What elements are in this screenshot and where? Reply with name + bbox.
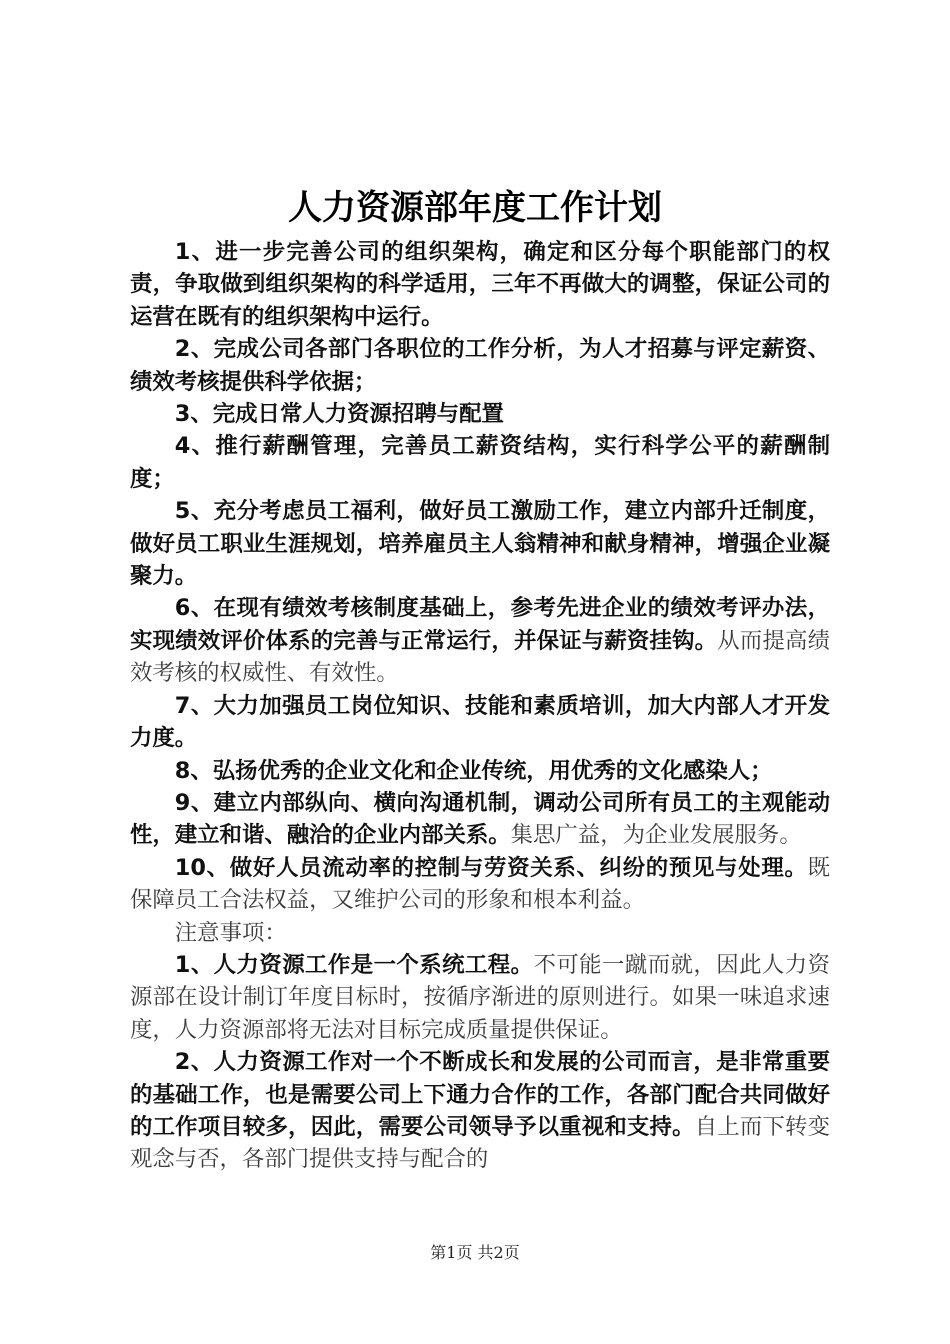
notes-heading — [130, 917, 830, 949]
paragraph-5 — [130, 495, 830, 592]
paragraph-6 — [130, 592, 830, 689]
text-run: 不可能一蹴而就，因此人力资源部在设计制订年度目标时，按循序渐进的原则进行。如果一味追求速度，人力资源部将无法对目标完成质量提供保证。 — [130, 951, 830, 1043]
paragraph-1 — [130, 236, 830, 333]
text-run: 3、完成日常人力资源招聘与配置 — [174, 401, 504, 428]
text-run: 8、弘扬优秀的企业文化和企业传统，用优秀的文化感染人； — [174, 757, 773, 784]
text-run: 集思广益，为企业发展服务。 — [510, 822, 802, 849]
paragraph-7 — [130, 690, 830, 755]
text-run: 1、进一步完善公司的组织架构，确定和区分每个职能部门的权责，争取做到组织架构的科学适用，三年不再做大的调整，保证公司的运营在既有的组织架构中运行。 — [130, 239, 830, 330]
paragraph-2 — [130, 333, 830, 398]
document-title: 人力资源部年度工作计划 — [288, 188, 662, 228]
text-run: 1、人力资源工作是一个系统工程。 — [174, 951, 534, 978]
text-run: 9、建立内部纵向、横向沟通机制，调动公司所有员工的主观能动性，建立和谐、融洽的企业内部关系。 — [130, 789, 830, 849]
text-run: 2、完成公司各部门各职位的工作分析，为人才招募与评定薪资、绩效考核提供科学依据； — [130, 336, 830, 395]
text-run: 既保障员工合法权益，又维护公司的形象和根本利益。 — [130, 854, 830, 914]
paragraph-9 — [130, 787, 830, 852]
text-run: 从而提高绩效考核的权威性、有效性。 — [130, 627, 831, 687]
text-run: 注意事项： — [174, 919, 287, 946]
paragraph-8 — [130, 755, 830, 787]
text-run: 自上而下转变观念与否，各部门提供支持与配合的 — [130, 1113, 831, 1173]
text-run: 10、做好人员流动率的控制与劳资关系、纠纷的预见与处理。 — [174, 854, 808, 881]
note-2 — [130, 1046, 830, 1176]
paragraph-4 — [130, 430, 830, 495]
page-footer: 第1页 共2页 — [430, 1243, 520, 1262]
text-run: 5、充分考虑员工福利，做好员工激励工作，建立内部升迁制度，做好员工职业生涯规划，培养雇员主人翁精神和献身精神，增强企业凝聚力。 — [130, 498, 830, 590]
document-body — [130, 236, 830, 1176]
text-run: 7、大力加强员工岗位知识、技能和素质培训，加大内部人才开发力度。 — [130, 692, 830, 752]
text-run: 6、在现有绩效考核制度基础上，参考先进企业的绩效考评办法，实现绩效评价体系的完善与正常运行，并保证与薪资挂钩。 — [130, 595, 830, 654]
paragraph-3 — [130, 398, 830, 430]
text-run: 4、推行薪酬管理，完善员工薪资结构，实行科学公平的薪酬制度； — [130, 433, 830, 492]
note-1 — [130, 949, 830, 1046]
text-run: 2、人力资源工作对一个不断成长和发展的公司而言，是非常重要的基础工作，也是需要公司上下通力合作的工作，各部门配合共同做好的工作项目较多，因此，需要公司领导予以重视和支持。 — [130, 1049, 830, 1140]
paragraph-10 — [130, 852, 830, 917]
